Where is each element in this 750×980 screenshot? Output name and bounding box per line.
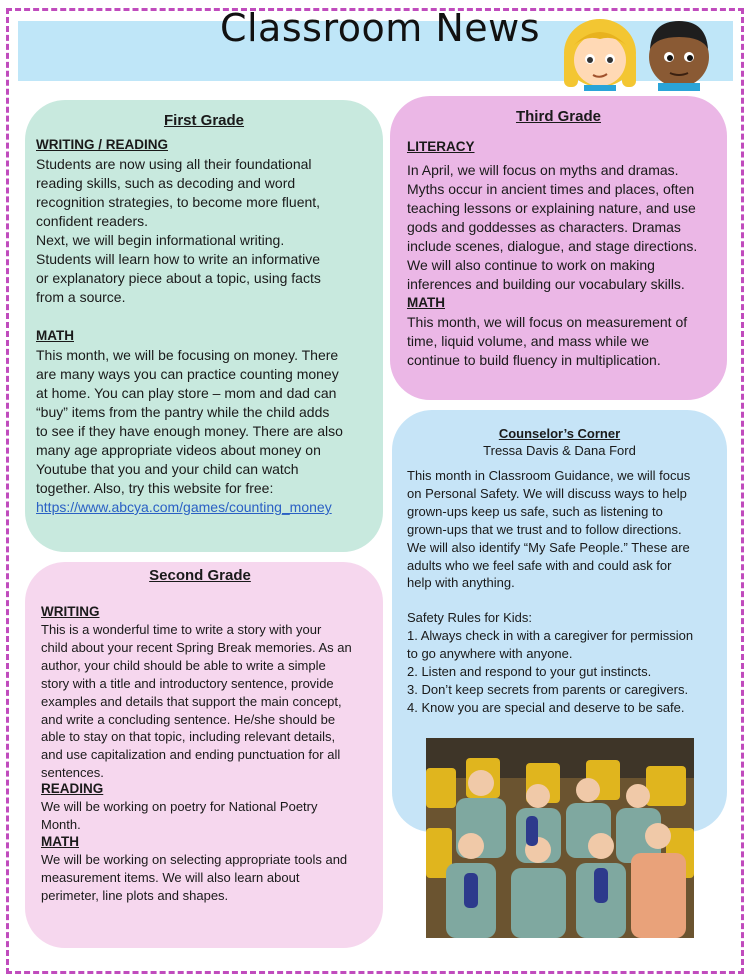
third-grade-literacy-heading: LITERACY [407,139,475,154]
group-photo [426,738,694,938]
third-grade-title: Third Grade [515,108,601,125]
second-grade-reading-heading: READING [41,781,104,796]
counselor-authors: Tressa Davis & Dana Ford [483,443,636,458]
second-grade-title: Second Grade [149,567,251,584]
second-grade-reading-text: We will be working on poetry for National Poetry Month. [41,799,318,832]
counting-money-link[interactable]: https://www.abcya.com/games/counting_money [36,499,332,515]
first-grade-math-text: This month, we will be focusing on money. There are many ways you can practice counting money at home. You can play store – mom and dad can “buy” items from the pantry while the child adds to see if they have enough money. There are also many age appropriate videos about money on Youtube that you and your child can watch together. Also, try this website for free: [36,347,343,496]
boy-clipart-icon [642,15,716,91]
first-grade-writing-text: Students are now using all their foundational reading skills, such as decoding and word recognition strategies, to become more fluent, confident readers. Next, we will begin informational writing. Students will learn how to write an informative or explanatory piece about a topic, using facts from a source. [36,156,321,305]
safety-rules-heading: Safety Rules for Kids: [407,610,532,625]
second-grade-writing-text: This is a wonderful time to write a story with your child about your recent Spring Break memories. As an author, your child should be able to write a simple story with a title and introductory sentence, provide examples and details that support the main concept, and write a concluding sentence. He/she should be able to stay on that topic, including relevant details, and use capitalization and ending punctuation for all sentences. [41,622,352,781]
first-grade-title: First Grade [163,112,245,129]
second-grade-math-heading: MATH [41,834,79,849]
second-grade-math-text: We will be working on selecting appropriate tools and measurement items. We will also learn about perimeter, line plots and shapes. [41,852,348,903]
page-title: Classroom News [219,6,541,50]
counselor-intro-text: This month in Classroom Guidance, we will focus on Personal Safety. We will discuss ways to help grown-ups keep us safe, such as listening to grown-ups that we trust and to follow directions. We will also identify “My Safe People.” These are adults who we feel safe with and could ask for help with anything. [407,468,691,591]
first-grade-math-heading: MATH [36,328,74,343]
third-grade-math-text: This month, we will focus on measurement of time, liquid volume, and mass while we continue to build fluency in multiplication. [407,314,688,368]
first-grade-writing-heading: WRITING / READING [36,137,168,152]
safety-rules-list: 1. Always check in with a caregiver for permission to go anywhere with anyone. 2. Listen and respond to your gut instincts. 3. Don’t keep secrets from parents or caregivers. 4. Know you are special and deserve to be safe. [407,628,694,715]
third-grade-literacy-text: In April, we will focus on myths and dramas. Myths occur in ancient times and places, often teaching lessons or explaining nature, and use gods and goddesses as characters. Dramas include scenes, dialogue, and stage directions. We will also continue to work on making inferences and building our vocabulary skills. [407,162,698,292]
second-grade-writing-heading: WRITING [41,604,100,619]
girl-clipart-icon [560,15,640,91]
counselor-title: Counselor’s Corner [498,426,621,441]
third-grade-math-heading: MATH [407,295,445,310]
